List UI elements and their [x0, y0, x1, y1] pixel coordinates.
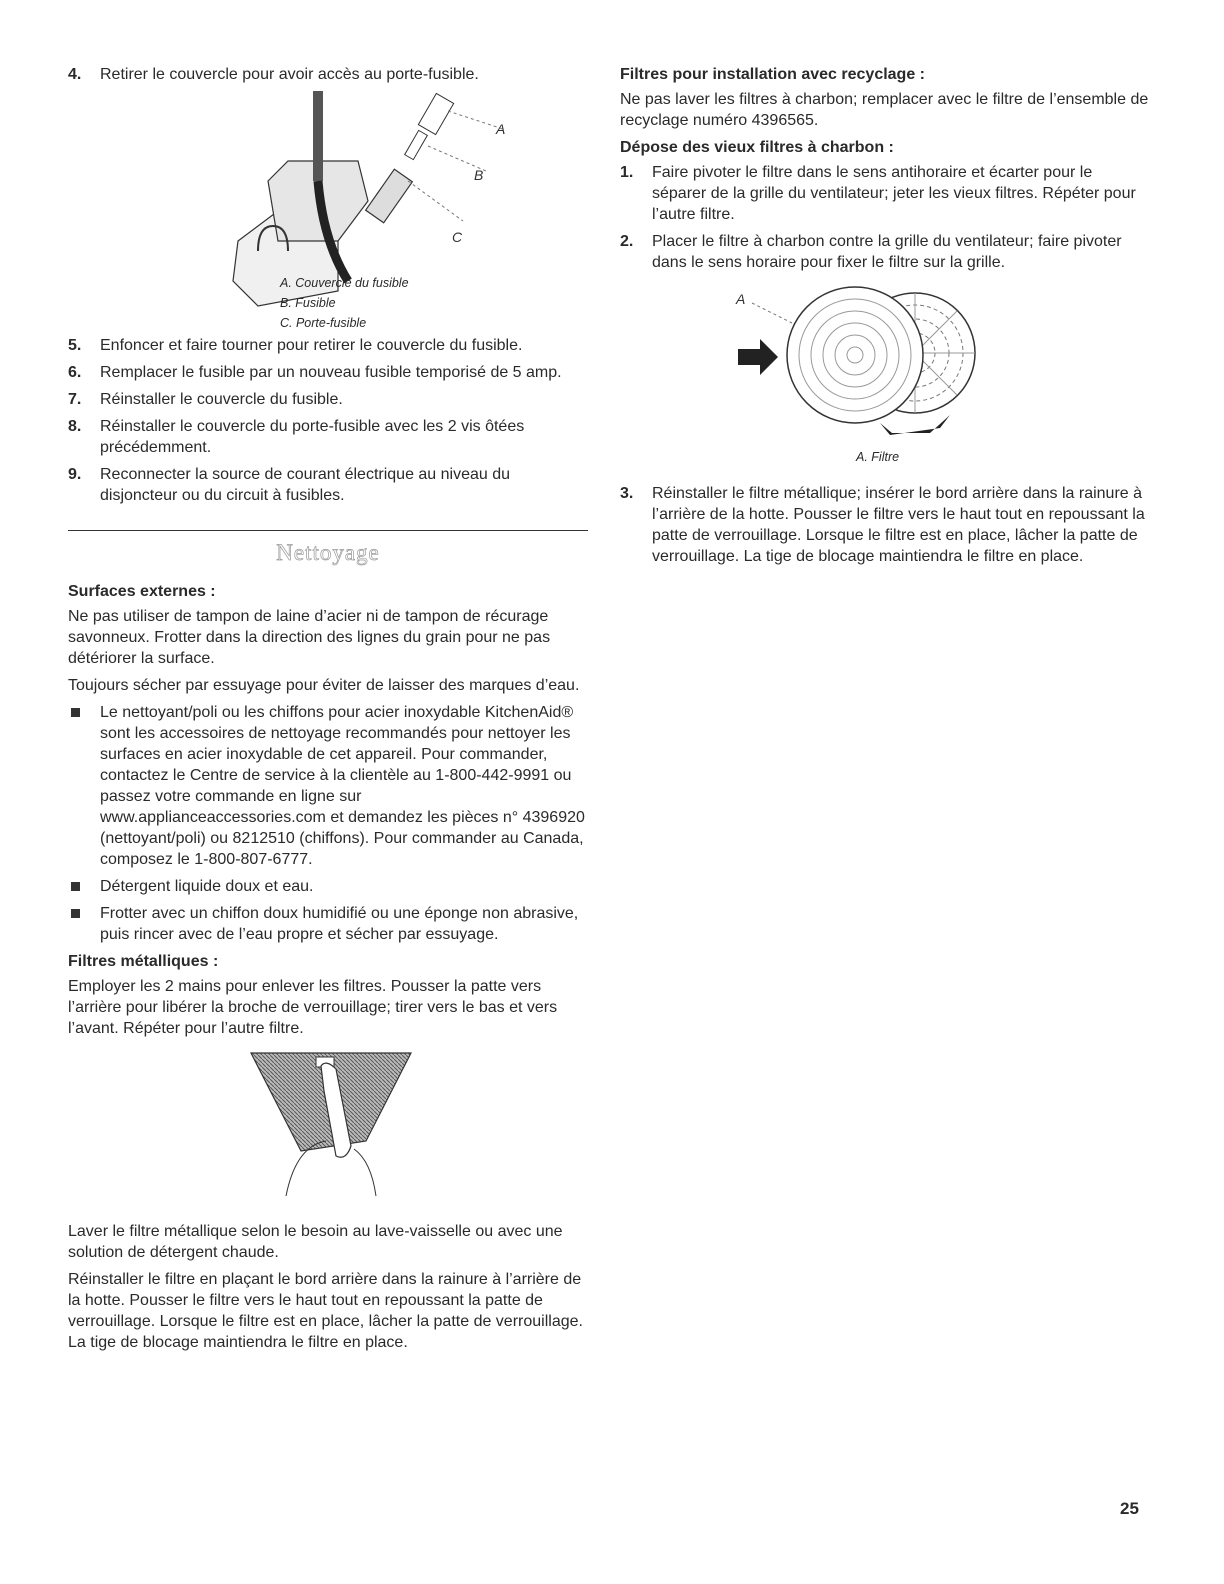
step-7: [68, 389, 588, 410]
page-number: 25: [1120, 1499, 1139, 1518]
surfaces-paragraph-1: Ne pas utiliser de tampon de laine d’acier ni de tampon de récurage savonneux. Frotter dans la direction des lignes du grain pour ne pas détériorer la surface.: [68, 608, 551, 667]
section-title: Nettoyage: [276, 540, 380, 565]
step-text: Réinstaller le filtre métallique; insérer le bord arrière dans la rainure à l’arrière de la hotte. Pousser le filtre vers le haut tout en repoussant la patte de verrouillage. Lorsque le filtre est en place, lâcher la patte de verrouillage. La tige de blocage maintiendra le filtre en place.: [652, 485, 1145, 565]
step-number: 8.: [68, 418, 82, 435]
metal-filter-illustration: [246, 1051, 416, 1201]
step-9: [68, 464, 588, 506]
fuse-holder-figure: [68, 91, 588, 335]
step-text: Remplacer le fusible par un nouveau fusible temporisé de 5 amp.: [100, 364, 562, 381]
bullet-item: [68, 903, 588, 945]
label-a: A: [736, 291, 746, 307]
step-number: 3.: [620, 485, 634, 502]
step-text: Enfoncer et faire tourner pour retirer le couvercle du fusible.: [100, 337, 523, 354]
step-number: 1.: [620, 164, 634, 181]
metal-paragraph-3: Réinstaller le filtre en plaçant le bord arrière dans la rainure à l’arrière de la hotte. Pousser le filtre vers le haut tout en repoussant la patte de verrouillage. Lorsque le filtre est en place, lâcher la patte de verrouillage. La tige de blocage maintiendra le filtre en place.: [68, 1271, 583, 1351]
surfaces-heading: Surfaces externes :: [68, 583, 216, 600]
step-text: Réinstaller le couvercle du fusible.: [100, 391, 343, 408]
depose-step-3: [620, 483, 1150, 567]
caption-a: A. Couvercle du fusible: [280, 276, 409, 290]
bullet-item: [68, 702, 588, 870]
surfaces-paragraph-2: Toujours sécher par essuyage pour éviter de laisser des marques d’eau.: [68, 677, 580, 694]
bullet-item: [68, 876, 588, 897]
charcoal-filter-figure: [620, 283, 1150, 483]
recycle-paragraph: Ne pas laver les filtres à charbon; remplacer avec le filtre de l’ensemble de recyclage numéro 4396565.: [620, 91, 1149, 129]
step-text: Faire pivoter le filtre dans le sens antihoraire et écarter pour le séparer de la grille du ventilateur; jeter les vieux filtres. Répéter pour l’autre filtre.: [652, 164, 1136, 223]
step-number: 7.: [68, 391, 82, 408]
bullet-square-icon: [71, 882, 80, 891]
step-text: Retirer le couvercle pour avoir accès au porte-fusible.: [100, 66, 479, 83]
bullet-text: Détergent liquide doux et eau.: [100, 878, 314, 895]
label-b: B: [474, 167, 484, 183]
bullet-text: Frotter avec un chiffon doux humidifié ou une éponge non abrasive, puis rincer avec de l’eau propre et sécher par essuyage.: [100, 905, 579, 943]
step-number: 9.: [68, 466, 82, 483]
step-text: Placer le filtre à charbon contre la grille du ventilateur; faire pivoter dans le sens horaire pour fixer le filtre sur la grille.: [652, 233, 1122, 271]
label-a: A: [496, 121, 506, 137]
left-column: [68, 64, 588, 1359]
charcoal-filter-illustration: [730, 283, 990, 448]
bullet-square-icon: [71, 909, 80, 918]
metal-filters-heading: Filtres métalliques :: [68, 953, 219, 970]
step-text: Réinstaller le couvercle du porte-fusible avec les 2 vis ôtées précédemment.: [100, 418, 525, 456]
step-8: [68, 416, 588, 458]
caption-b: B. Fusible: [280, 296, 336, 310]
metal-paragraph-1: Employer les 2 mains pour enlever les filtres. Pousser la patte vers l’arrière pour libérer la broche de verrouillage; tirer vers le bas et vers l’avant. Répéter pour l’autre filtre.: [68, 978, 558, 1037]
metal-paragraph-2: Laver le filtre métallique selon le besoin au lave-vaisselle ou avec une solution de détergent chaude.: [68, 1223, 563, 1261]
figure-captions: [280, 273, 409, 333]
label-c: C: [452, 229, 463, 245]
depose-step-1: [620, 162, 1150, 225]
step-number: 5.: [68, 337, 82, 354]
recycle-heading: Filtres pour installation avec recyclage :: [620, 66, 925, 83]
depose-step-2: [620, 231, 1150, 273]
metal-filter-figure: [68, 1051, 588, 1221]
bullet-square-icon: [71, 708, 80, 717]
step-number: 4.: [68, 66, 82, 83]
step-4: [68, 64, 588, 85]
bullet-text: Le nettoyant/poli ou les chiffons pour acier inoxydable KitchenAid® sont les accessoires de nettoyage recommandés pour nettoyer les surfaces en acier inoxydable de cet appareil. Pour commander, contactez le Centre de service à la clientèle au 1-800-442-9991 ou passez votre commande en ligne sur www.applianceaccessories.com et demandez les pièces n° 4396920 (nettoyant/poli) ou 8212510 (chiffons). Pour commander au Canada, composez le 1-800-807-6777.: [100, 704, 585, 868]
step-6: [68, 362, 588, 383]
section-divider: [68, 530, 588, 531]
step-number: 2.: [620, 233, 634, 250]
step-text: Reconnecter la source de courant électrique au niveau du disjoncteur ou du circuit à fusibles.: [100, 466, 511, 504]
step-number: 6.: [68, 364, 82, 381]
figure-caption: A. Filtre: [856, 450, 900, 464]
depose-heading: Dépose des vieux filtres à charbon :: [620, 139, 894, 156]
right-column: [620, 64, 1150, 573]
step-5: [68, 335, 588, 356]
caption-c: C. Porte-fusible: [280, 316, 367, 330]
